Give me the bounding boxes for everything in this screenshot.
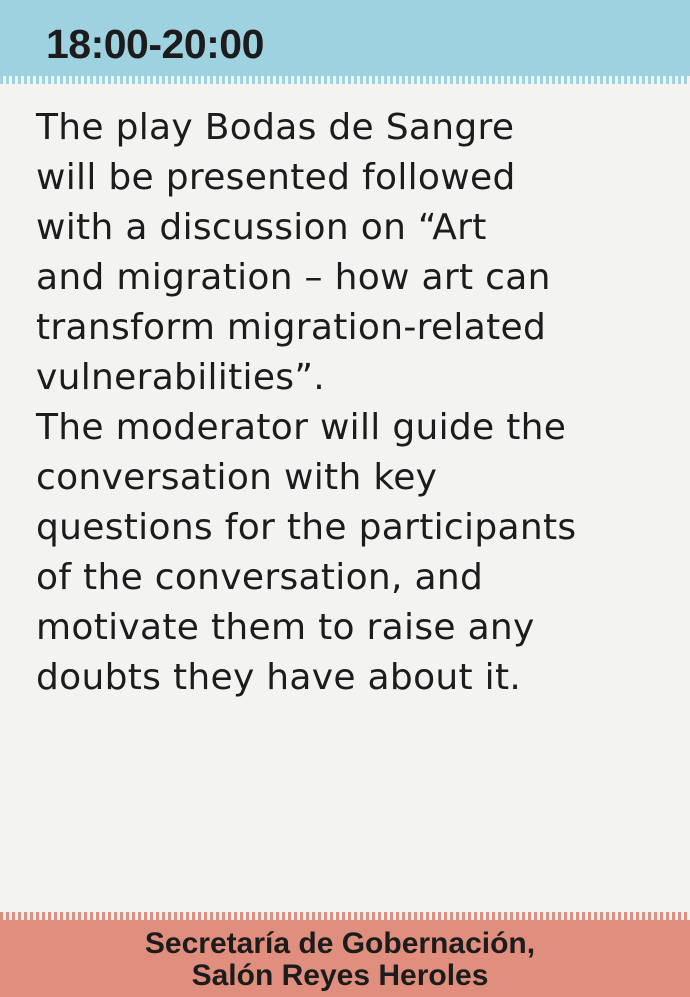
event-time: 18:00-20:00 xyxy=(46,21,264,67)
description-line: transform migration-related xyxy=(36,307,547,348)
description-line: of the conversation, and xyxy=(36,557,484,598)
description-line: with a discussion on “Art xyxy=(36,207,487,248)
header-dotted-edge xyxy=(0,76,690,84)
venue-line-2: Salón Reyes Heroles xyxy=(191,959,489,992)
description-line: and migration – how art can xyxy=(36,257,551,298)
time-header-band xyxy=(0,0,690,76)
event-description xyxy=(36,103,676,703)
description-line: will be presented followed xyxy=(36,157,516,198)
venue-footer-band xyxy=(0,920,690,997)
description-line: conversation with key xyxy=(36,457,438,498)
venue-line-1: Secretaría de Gobernación, xyxy=(144,927,536,960)
description-line: doubts they have about it. xyxy=(36,657,522,698)
footer-dotted-edge xyxy=(0,912,690,920)
description-line: The moderator will guide the xyxy=(36,407,567,448)
description-line: The play Bodas de Sangre xyxy=(36,107,515,148)
venue-name xyxy=(0,928,680,992)
description-line: vulnerabilities”. xyxy=(36,357,326,398)
description-line: motivate them to raise any xyxy=(36,607,535,648)
description-line: questions for the participants xyxy=(36,507,577,548)
